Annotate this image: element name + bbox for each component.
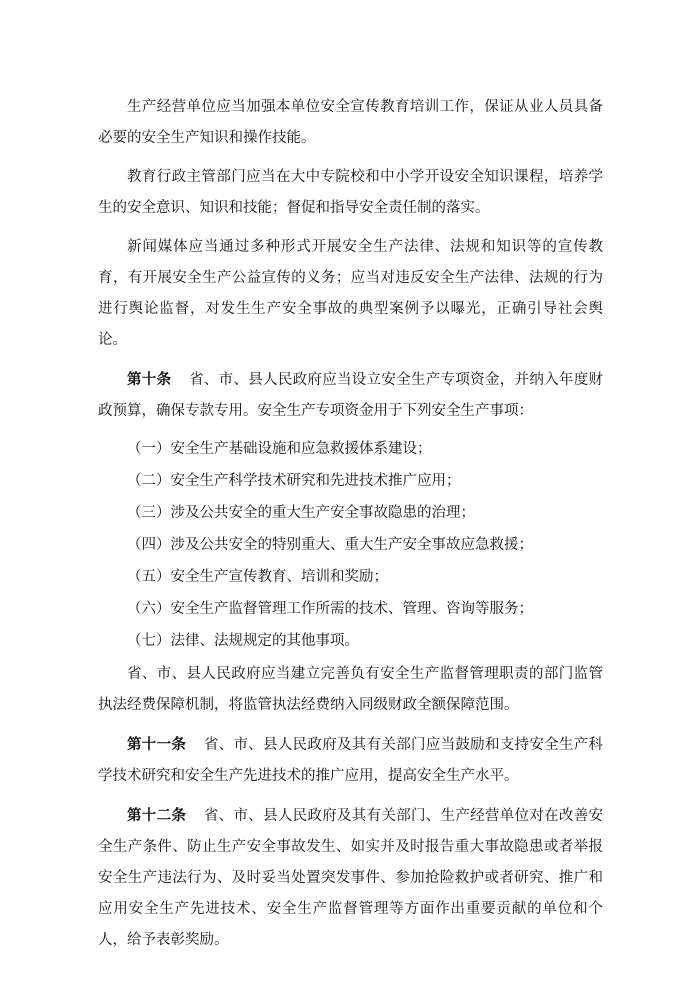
article-10-closing: 省、市、县人民政府应当建立完善负有安全生产监督管理职责的部门监管执法经费保障机制，将监管执法经费纳入同级财政全额保障范围。: [98, 666, 603, 713]
list-item: （七）法律、法规规定的其他事项。: [127, 633, 359, 649]
article-12: [98, 800, 603, 956]
paragraph-education: 教育行政主管部门应当在大中专院校和中小学开设安全知识课程，培养学生的安全意识、知识和技能；督促和指导安全责任制的落实。: [98, 169, 603, 216]
article-12-text: 省、市、县人民政府及其有关部门、生产经营单位对在改善安全生产条件、防止生产安全事故发生、如实并及时报告重大事故隐患或者举报安全生产违法行为、及时妥当处置突发事件、参加抢险救护或者研究、推广和应用安全生产先进技术、安全生产监督管理等方面作出重要贡献的单位和个人，给予表彰奖励。: [98, 808, 604, 948]
list-item: （二）安全生产科学技术研究和先进技术推广应用；: [127, 473, 461, 489]
article-11: [98, 729, 603, 792]
article-10-text: 省、市、县人民政府应当设立安全生产专项资金，并纳入年度财政预算，确保专款专用。安全生产专项资金用于下列安全生产事项：: [98, 372, 604, 419]
article-10-items: [98, 435, 603, 655]
article-10: [98, 364, 603, 427]
list-item: （三）涉及公共安全的重大生产安全事故隐患的治理；: [127, 505, 475, 521]
paragraph-training: 生产经营单位应当加强本单位安全宣传教育培训工作，保证从业人员具备必要的安全生产知识和操作技能。: [98, 99, 603, 146]
article-12-title: 第十二条: [127, 807, 187, 824]
article-10-title: 第十条: [127, 371, 172, 388]
list-item: （五）安全生产宣传教育、培训和奖励；: [127, 569, 388, 585]
paragraph-media: 新闻媒体应当通过多种形式开展安全生产法律、法规和知识等的宣传教育，有开展安全生产公益宣传的义务；应当对违反安全生产法律、法规的行为进行舆论监督，对发生生产安全事故的典型案例予以曝光，正确引导社会舆论。: [98, 239, 603, 348]
list-item: （四）涉及公共安全的特别重大、重大生产安全事故应急救援；: [127, 537, 533, 553]
list-item: （六）安全生产监督管理工作所需的技术、管理、咨询等服务；: [127, 601, 533, 617]
article-11-title: 第十一条: [127, 736, 187, 753]
list-item: （一）安全生产基础设施和应急救援体系建设；: [127, 441, 432, 457]
document-page: [98, 92, 603, 964]
article-11-text: 省、市、县人民政府及其有关部门应当鼓励和支持安全生产科学技术研究和安全生产先进技术的推广应用，提高安全生产水平。: [98, 737, 604, 784]
